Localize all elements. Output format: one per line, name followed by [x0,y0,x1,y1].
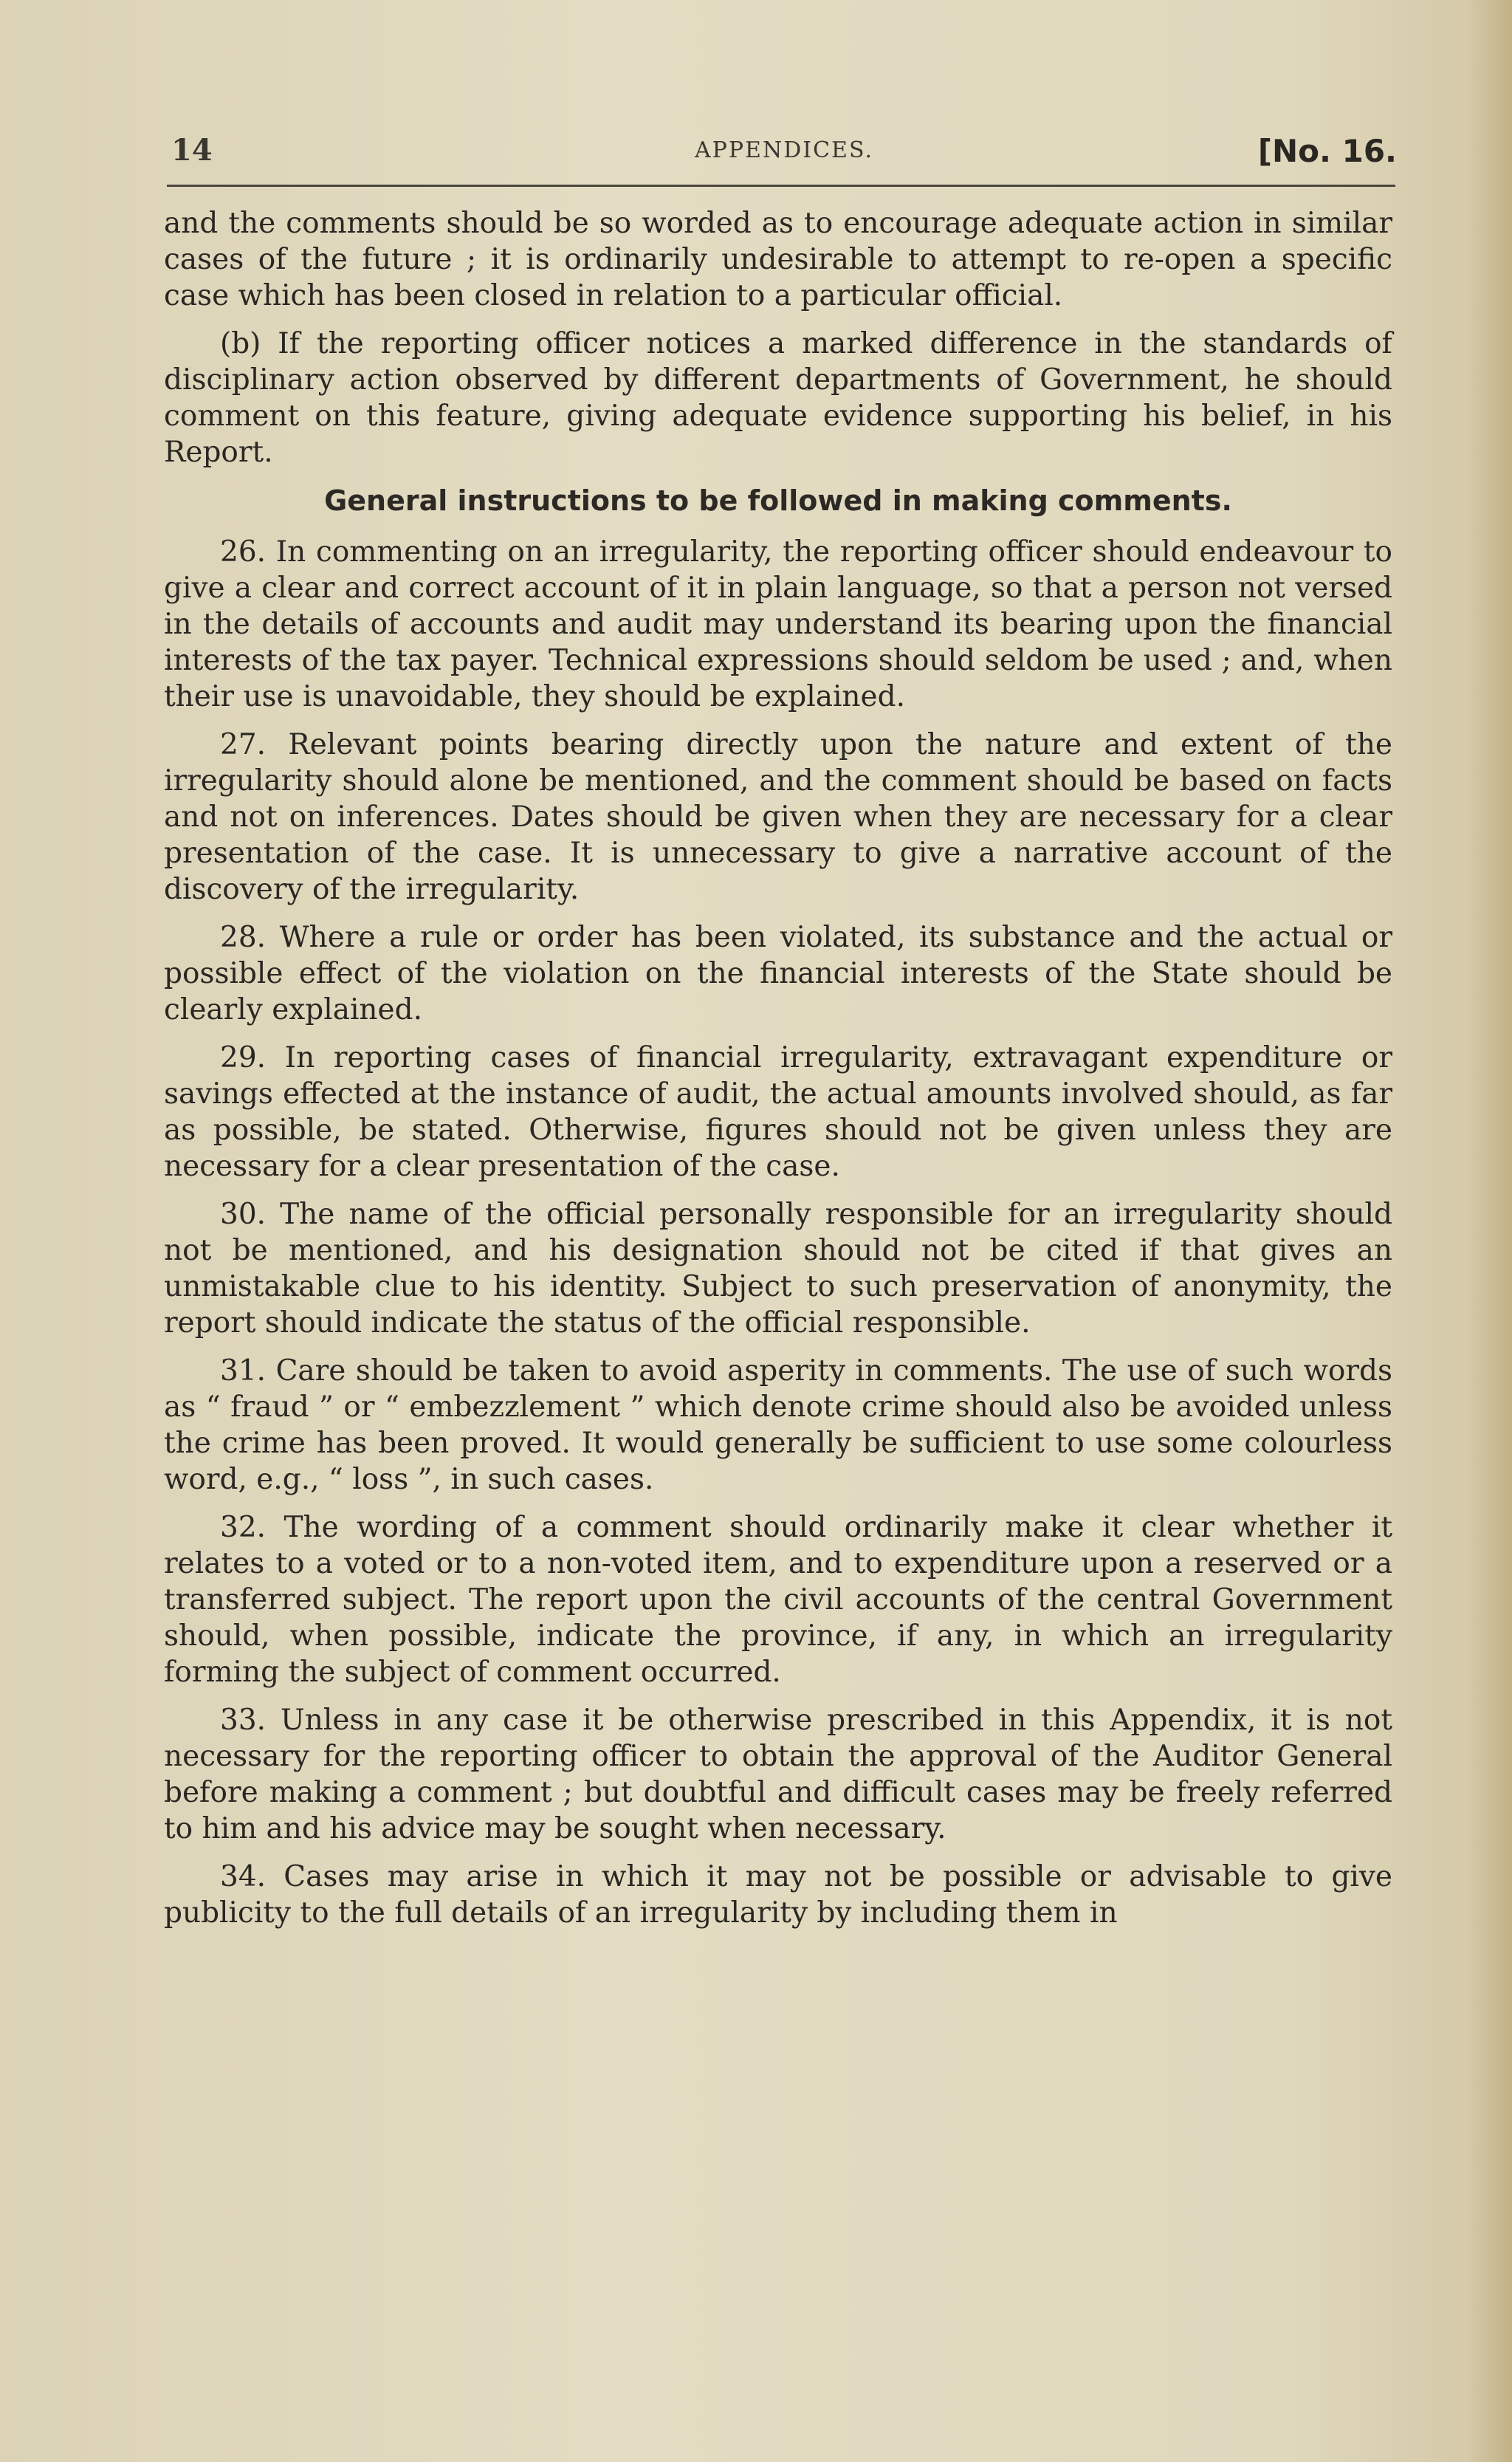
page-header [171,133,1397,180]
paragraph-b: (b) If the reporting officer notices a marked difference in the standards of disciplinary action observed by different departments of Government, he should comment on this feature, giving adequate evidence supporting his belief, in his Report. [164,327,1392,469]
paragraph-26: 26. In commenting on an irregularity, the reporting officer should endeavour to give a clear and correct account of it in plain language, so that a person not versed in the details of accounts and audit may understand its bearing upon the financial interests of the tax payer. Technical expressions should seldom be used ; and, when their use is unavoidable, they should be explained. [164,535,1392,713]
document-number: [No. 16. [1257,133,1397,169]
paragraph-31: 31. Care should be taken to avoid asperity in comments. The use of such words as “ fraud ” or “ embezzlement ” which denote crime should also be avoided unless the crime has been proved. It would generally be sufficient to use some colourless word, e.g., “ loss ”, in such cases. [164,1354,1392,1496]
page-body [164,205,1392,1943]
page-edge-shadow [1468,0,1512,2462]
paragraph-28: 28. Where a rule or order has been violated, its substance and the actual or possible effect of the violation on the financial interests of the State should be clearly explained. [164,921,1392,1026]
paragraph-continuation: and the comments should be so worded as to encourage adequate action in similar cases of the future ; it is ordinarily undesirable to attempt to re-open a specific case which has been closed in relation to a particular official. [164,207,1392,312]
running-head: APPENDICES. [695,137,873,163]
page-number: 14 [171,133,213,168]
paragraph-29: 29. In reporting cases of financial irregularity, extravagant expenditure or savings effected at the instance of audit, the actual amounts involved should, as far as possible, be stated. Otherwise, figures should not be given unless they are necessary for a clear presentation of the case. [164,1041,1392,1183]
paragraph-30: 30. The name of the official personally responsible for an irregularity should not be mentioned, and his designation should not be cited if that gives an unmistakable clue to his identity. Subject to such preservation of anonymity, the report should indicate the status of the official responsible. [164,1198,1392,1340]
section-heading: General instructions to be followed in making comments. [324,484,1232,517]
paragraph-34: 34. Cases may arise in which it may not be possible or advisable to give publicity to the full details of an irregularity by including them in [164,1860,1392,1930]
paragraph-33: 33. Unless in any case it be otherwise prescribed in this Appendix, it is not necessary for the reporting officer to obtain the approval of the Auditor General before making a comment ; but doubtful and difficult cases may be freely referred to him and his advice may be sought when necessary. [164,1704,1392,1845]
header-rule [167,185,1395,187]
paragraph-27: 27. Relevant points bearing directly upon the nature and extent of the irregularity should alone be mentioned, and the comment should be based on facts and not on inferences. Dates should be given when they are necessary for a clear presentation of the case. It is unnecessary to give a narrative account of the discovery of the irregularity. [164,728,1392,906]
paragraph-32: 32. The wording of a comment should ordinarily make it clear whether it relates to a voted or to a non-voted item, and to expenditure upon a reserved or a transferred subject. The report upon the civil accounts of the central Government should, when possible, indicate the province, if any, in which an irregularity forming the subject of comment occurred. [164,1511,1392,1689]
